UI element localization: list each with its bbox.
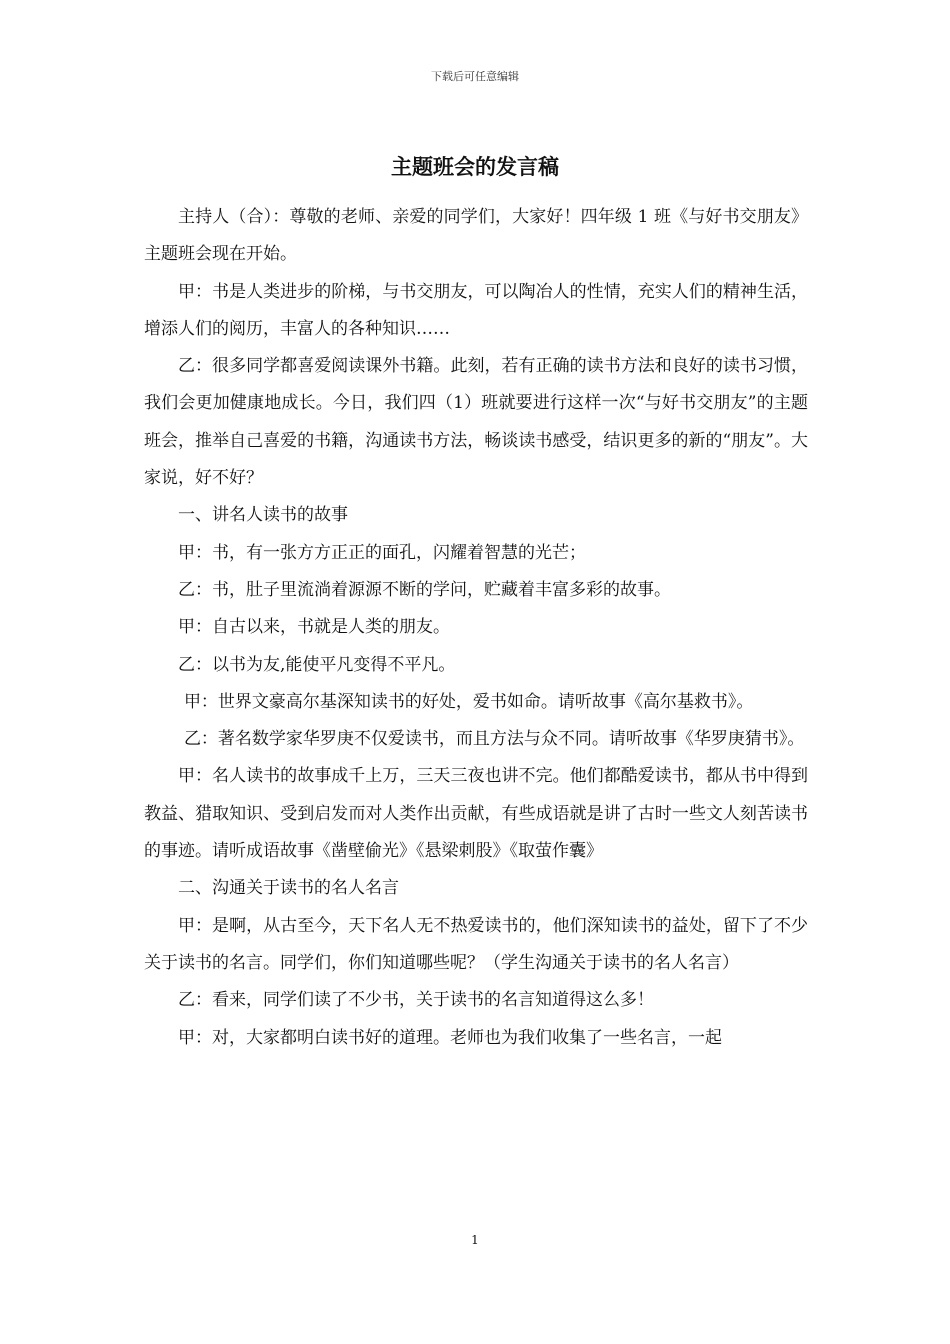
section-heading: 一、讲名人读书的故事 [178, 505, 348, 526]
paragraph: 乙：看来，同学们读了不少书，关于读书的名言知道得这么多！ [178, 990, 654, 1011]
paragraph: 甲：对，大家都明白读书好的道理。老师也为我们收集了一些名言，一起 [178, 1027, 722, 1048]
paragraph: 甲：书是人类进步的阶梯，与书交朋友，可以陶冶人的性情，充实人们的精神生活，增添人们的阅历，丰富人的各种知识…… [144, 281, 808, 339]
paragraph: 乙：以书为友,能使平凡变得不平凡。 [178, 654, 456, 675]
paragraph: 乙：著名数学家华罗庚不仅爱读书，而且方法与众不同。请听故事《华罗庚猜书》。 [183, 729, 805, 750]
page-number: 1 [471, 1233, 479, 1247]
paragraph: 甲：名人读书的故事成千上万，三天三夜也讲不完。他们都酷爱读书，都从书中得到教益、猎取知识、受到启发而对人类作出贡献，有些成语就是讲了古时一些文人刻苦读书的事迹。请听成语故事《凿壁偷光》《悬梁刺股》《取萤作囊》 [144, 766, 808, 862]
paragraph: 甲：是啊，从古至今，天下名人无不热爱读书的，他们深知读书的益处，留下了不少关于读书的名言。同学们，你们知道哪些呢？（学生沟通关于读书的名人名言） [144, 915, 808, 973]
section-heading: 二、沟通关于读书的名人名言 [178, 878, 399, 899]
header-note: 下载后可任意编辑 [431, 70, 519, 83]
paragraph: 乙：书，肚子里流淌着源源不断的学问，贮藏着丰富多彩的故事。 [178, 579, 671, 600]
paragraph: 乙：很多同学都喜爱阅读课外书籍。此刻，若有正确的读书方法和良好的读书习惯，我们会更加健康地成长。今日，我们四（1）班就要进行这样一次“与好书交朋友”的主题班会，推举自己喜爱的书籍，沟通读书方法，畅谈读书感受，结识更多的新的“朋友”。大家说，好不好？ [144, 356, 808, 489]
paragraph: 甲：世界文豪高尔基深知读书的好处，爱书如命。请听故事《高尔基救书》。 [183, 691, 754, 712]
paragraph: 甲：书，有一张方方正正的面孔，闪耀着智慧的光芒； [178, 542, 586, 563]
paragraph: 甲：自古以来，书就是人类的朋友。 [178, 617, 450, 638]
paragraph: 主持人（合）：尊敬的老师、亲爱的同学们，大家好！四年级 1 班《与好书交朋友》主题班会现在开始。 [144, 207, 808, 265]
document-body [144, 199, 808, 1057]
document-title: 主题班会的发言稿 [391, 154, 559, 179]
